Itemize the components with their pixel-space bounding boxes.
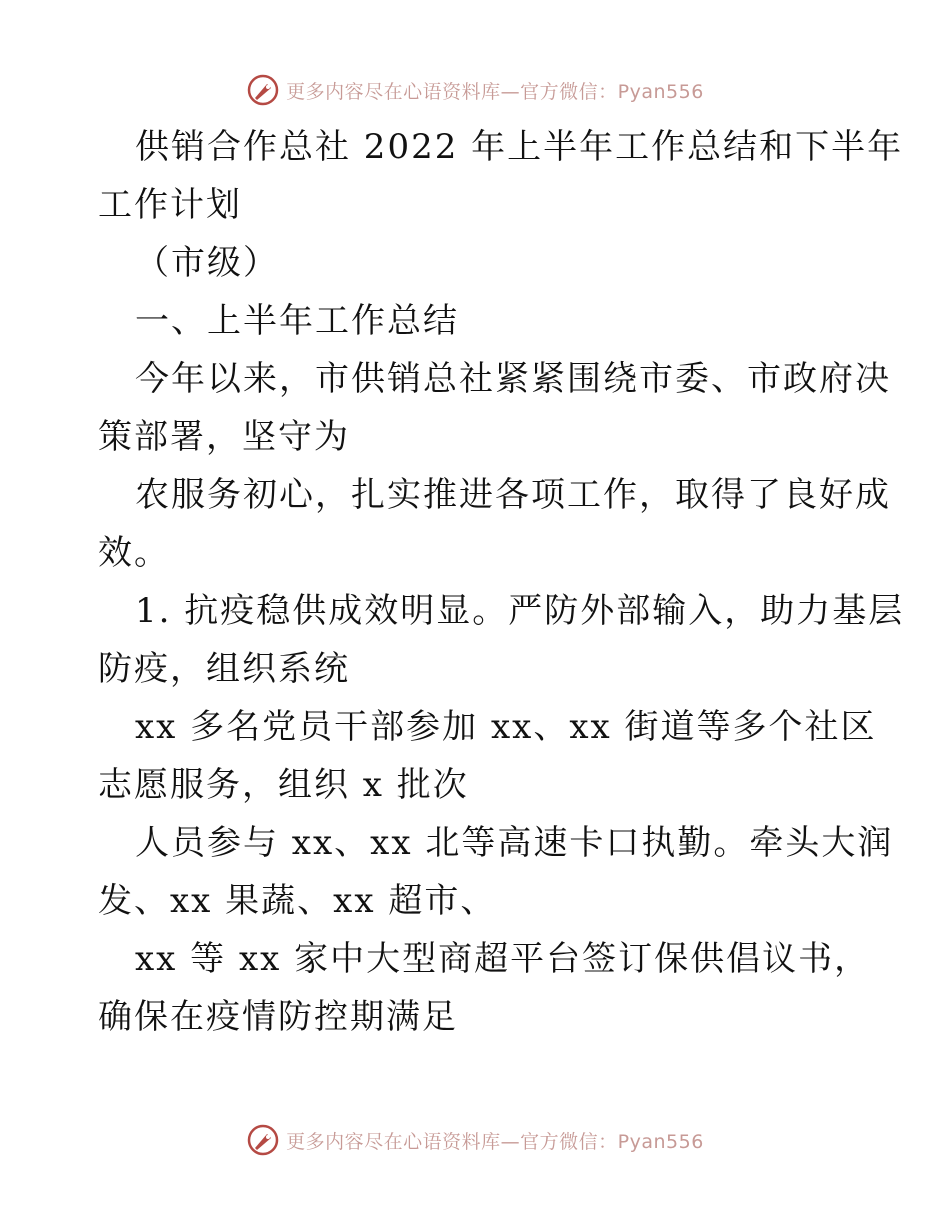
pen-nib-circle-icon [246,73,280,107]
paragraph-line: 今年以来，市供销总社紧紧围绕市委、市政府决 [135,359,891,399]
paragraph-line: 确保在疫情防控期满足 [98,997,458,1037]
watermark-footer [0,1120,950,1160]
paragraph-line: 农服务初心，扎实推进各项工作，取得了良好成 [135,475,891,515]
watermark-header [0,70,950,110]
title-line-2: 工作计划 [98,185,242,225]
watermark-text: 更多内容尽在心语资料库—官方微信：Pyan556 [286,1130,704,1153]
paragraph-line: 效。 [98,533,170,573]
paragraph-line: xx 多名党员干部参加 xx、xx 街道等多个社区 [135,707,877,747]
pen-nib-circle-icon [246,1123,280,1157]
section-heading: 一、上半年工作总结 [135,301,459,341]
paragraph-line: 策部署，坚守为 [98,417,350,457]
paragraph-line: 人员参与 xx、xx 北等高速卡口执勤。牵头大润 [135,823,894,863]
paragraph-line: 1. 抗疫稳供成效明显。严防外部输入，助力基层 [135,591,905,631]
paragraph-line: xx 等 xx 家中大型商超平台签订保供倡议书， [135,939,871,979]
paragraph-line: 防疫，组织系统 [98,649,350,689]
subtitle-level: （市级） [135,243,279,283]
paragraph-line: 发、xx 果蔬、xx 超市、 [98,881,497,921]
title-line-1: 供销合作总社 2022 年上半年工作总结和下半年 [135,127,904,167]
watermark-text: 更多内容尽在心语资料库—官方微信：Pyan556 [286,80,704,103]
document-body [98,118,905,1046]
paragraph-line: 志愿服务，组织 x 批次 [98,765,469,805]
